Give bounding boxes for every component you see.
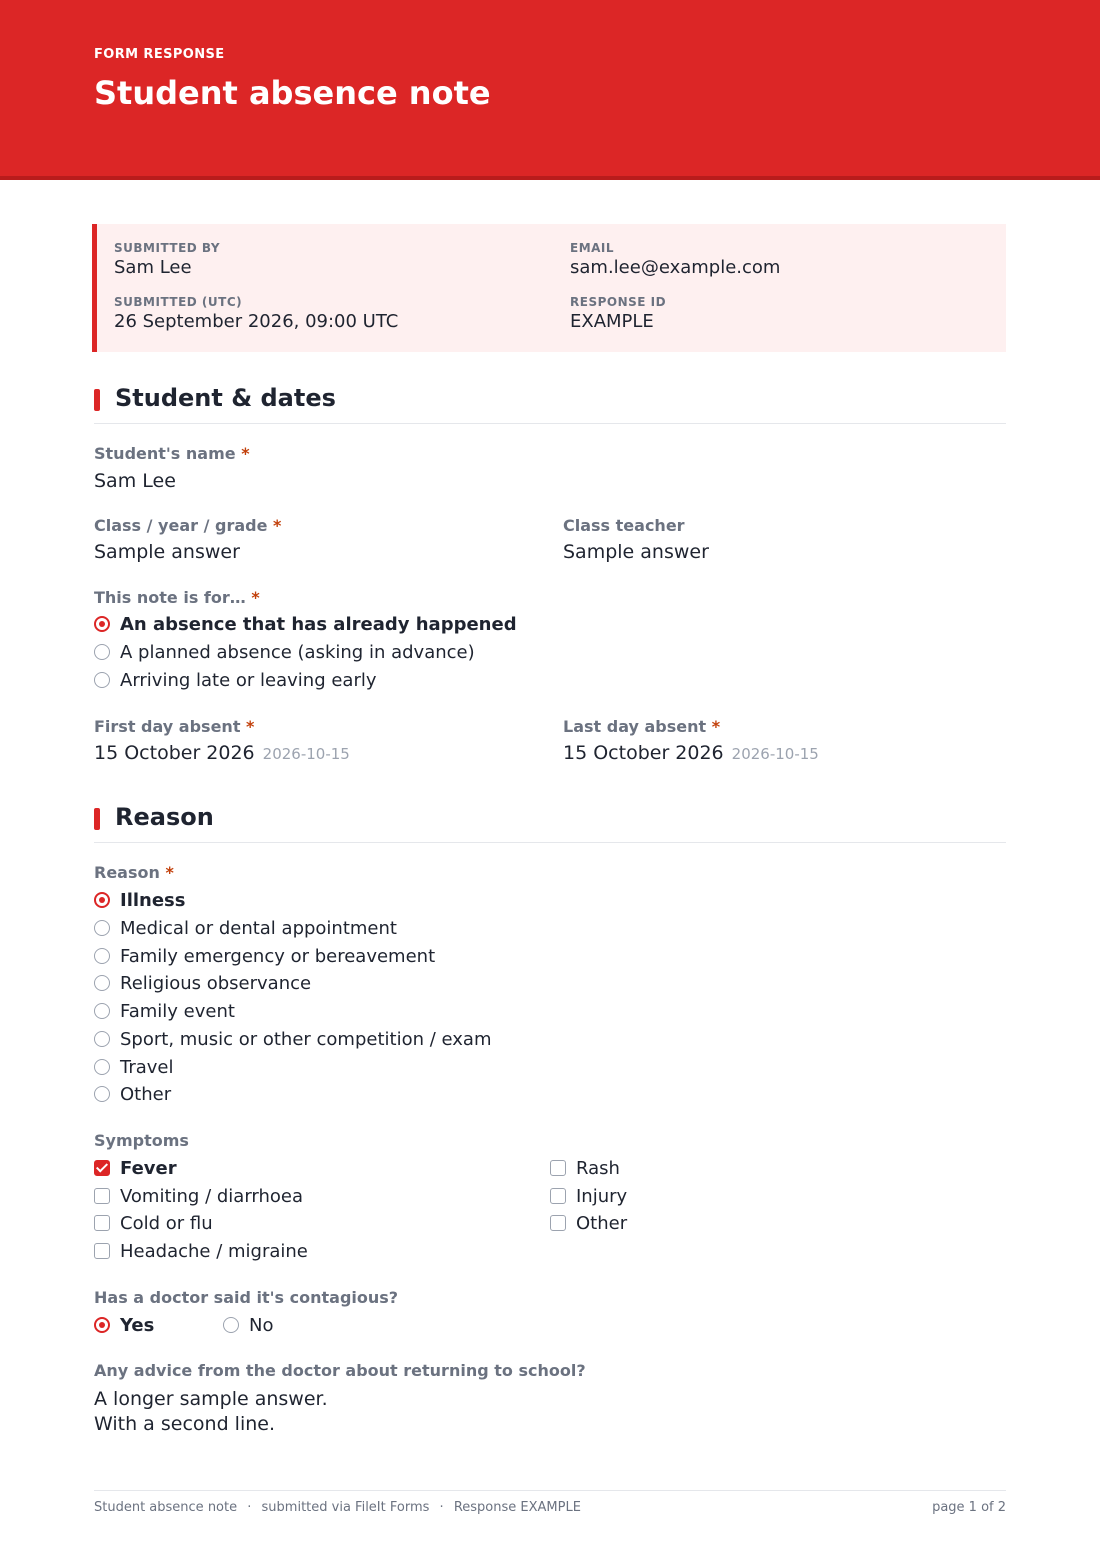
submitted-at-value: 26 September 2026, 09:00 UTC bbox=[114, 311, 399, 332]
student-name-label: Student's name * bbox=[94, 444, 250, 463]
checkbox-icon bbox=[94, 1243, 110, 1259]
submitted-by bbox=[114, 241, 220, 278]
checkbox-icon bbox=[550, 1160, 566, 1176]
radio-selected-icon bbox=[94, 616, 110, 632]
radio-icon bbox=[94, 1003, 110, 1019]
page-number: page 1 of 2 bbox=[932, 1500, 1006, 1515]
contagious-label: Has a doctor said it's contagious? bbox=[94, 1288, 399, 1307]
required-marker: * bbox=[241, 444, 250, 463]
section-reason bbox=[94, 803, 1006, 843]
radio-icon bbox=[94, 1059, 110, 1075]
submitted-by-label: SUBMITTED BY bbox=[114, 241, 221, 255]
checkbox-icon bbox=[94, 1215, 110, 1231]
symptom-option: Vomiting / diarrhoea bbox=[94, 1184, 303, 1208]
reason-option: Medical or dental appointment bbox=[94, 916, 397, 940]
email bbox=[570, 241, 780, 278]
footer-separator: · bbox=[247, 1500, 252, 1515]
email-value: sam.lee@example.com bbox=[570, 257, 781, 278]
note-for-label: This note is for… * bbox=[94, 588, 260, 607]
symptom-option: Injury bbox=[550, 1184, 627, 1208]
response-id-value: EXAMPLE bbox=[570, 311, 654, 332]
header-kicker: FORM RESPONSE bbox=[94, 47, 225, 62]
radio-icon bbox=[94, 920, 110, 936]
radio-icon bbox=[94, 672, 110, 688]
required-marker: * bbox=[246, 717, 255, 736]
section-student-dates bbox=[94, 384, 1006, 424]
required-marker: * bbox=[165, 863, 174, 882]
advice-value: A longer sample answer. With a second line. bbox=[94, 1388, 328, 1435]
submitted-at-label: SUBMITTED (UTC) bbox=[114, 295, 243, 309]
reason-option: Religious observance bbox=[94, 971, 311, 995]
last-day-iso: 2026-10-15 bbox=[731, 745, 819, 763]
first-day-label: First day absent * bbox=[94, 717, 255, 736]
class-label: Class / year / grade * bbox=[94, 516, 282, 535]
note-for-option: A planned absence (asking in advance) bbox=[94, 640, 475, 664]
class-value: Sample answer bbox=[94, 541, 240, 563]
teacher-label: Class teacher bbox=[563, 516, 685, 535]
required-marker: * bbox=[251, 588, 260, 607]
student-name-value: Sam Lee bbox=[94, 470, 176, 492]
reason-option: Illness bbox=[94, 888, 186, 912]
footer-response: Response EXAMPLE bbox=[453, 1500, 581, 1515]
contagious-option: No bbox=[223, 1313, 273, 1337]
radio-icon bbox=[94, 975, 110, 991]
radio-icon bbox=[223, 1317, 239, 1333]
reason-label: Reason * bbox=[94, 863, 174, 882]
checkbox-icon bbox=[94, 1188, 110, 1204]
reason-option: Family event bbox=[94, 999, 235, 1023]
required-marker: * bbox=[273, 516, 282, 535]
section-accent-bar bbox=[94, 389, 100, 411]
section-accent-bar bbox=[94, 808, 100, 830]
symptom-option: Headache / migraine bbox=[94, 1239, 308, 1263]
symptoms-label: Symptoms bbox=[94, 1131, 189, 1150]
checkbox-checked-icon bbox=[94, 1160, 110, 1176]
submission-meta-panel bbox=[92, 224, 1006, 352]
footer-form-name: Student absence note bbox=[94, 1500, 238, 1515]
symptom-option: Fever bbox=[94, 1156, 177, 1180]
first-day-value: 15 October 2026 2026-10-15 bbox=[94, 742, 350, 764]
form-header bbox=[0, 0, 1100, 180]
response-id-label: RESPONSE ID bbox=[570, 295, 667, 309]
radio-icon bbox=[94, 948, 110, 964]
note-for-option: Arriving late or leaving early bbox=[94, 668, 377, 692]
last-day-value: 15 October 2026 2026-10-15 bbox=[563, 742, 819, 764]
last-day-label: Last day absent * bbox=[563, 717, 721, 736]
radio-selected-icon bbox=[94, 1317, 110, 1333]
response-id bbox=[570, 295, 666, 332]
symptom-option: Other bbox=[550, 1211, 627, 1235]
contagious-option: Yes bbox=[94, 1313, 154, 1337]
page-footer bbox=[94, 1490, 1006, 1515]
submitted-by-value: Sam Lee bbox=[114, 257, 192, 278]
radio-icon bbox=[94, 1031, 110, 1047]
checkbox-icon bbox=[550, 1215, 566, 1231]
radio-icon bbox=[94, 1086, 110, 1102]
section-title: Reason bbox=[115, 803, 214, 831]
first-day-iso: 2026-10-15 bbox=[262, 745, 350, 763]
reason-option: Family emergency or bereavement bbox=[94, 944, 435, 968]
symptom-option: Cold or flu bbox=[94, 1211, 213, 1235]
symptom-option: Rash bbox=[550, 1156, 620, 1180]
radio-icon bbox=[94, 644, 110, 660]
page-title: Student absence note bbox=[94, 74, 491, 112]
required-marker: * bbox=[711, 717, 721, 736]
reason-option: Other bbox=[94, 1082, 171, 1106]
email-label: EMAIL bbox=[570, 241, 615, 255]
section-title: Student & dates bbox=[115, 384, 336, 412]
footer-via: submitted via FileIt Forms bbox=[261, 1500, 430, 1515]
note-for-option: An absence that has already happened bbox=[94, 612, 517, 636]
reason-option: Sport, music or other competition / exam bbox=[94, 1027, 491, 1051]
advice-label: Any advice from the doctor about returning to school? bbox=[94, 1361, 586, 1380]
reason-option: Travel bbox=[94, 1055, 174, 1079]
submitted-at bbox=[114, 295, 398, 332]
radio-selected-icon bbox=[94, 892, 110, 908]
checkbox-icon bbox=[550, 1188, 566, 1204]
footer-separator: · bbox=[439, 1500, 444, 1515]
teacher-value: Sample answer bbox=[563, 541, 709, 563]
